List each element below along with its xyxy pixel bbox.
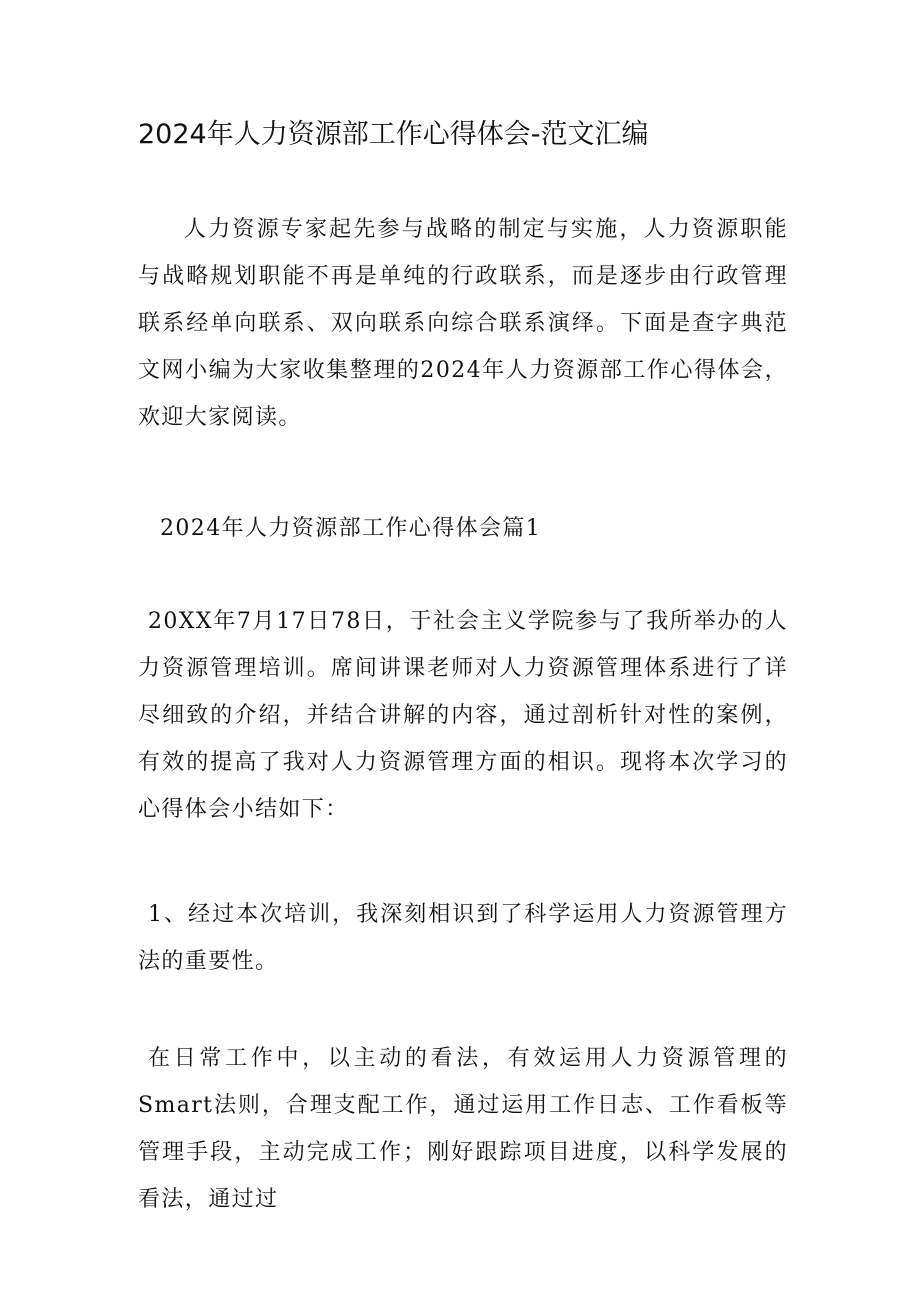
- point-1-paragraph: 1、经过本次培训，我深刻相识到了科学运用人力资源管理方法的重要性。: [138, 902, 788, 974]
- section-heading: 2024年人力资源部工作心得体会篇1: [160, 516, 542, 541]
- body-paragraph-1: 20XX年7月17日78日，于社会主义学院参与了我所举办的人力资源管理培训。席间讲课老师对人力资源管理体系进行了详尽细致的介绍，并结合讲解的内容，通过剖析针对性的案例，有效的提高了我对人力资源管理方面的相识。现将本次学习的心得体会小结如下：: [138, 609, 788, 822]
- body-paragraph-2: 在日常工作中，以主动的看法，有效运用人力资源管理的Smart法则，合理支配工作，通过运用工作日志、工作看板等管理手段，主动完成工作；刚好跟踪项目进度，以科学发展的看法，通过过: [138, 1046, 788, 1212]
- intro-paragraph: 人力资源专家起先参与战略的制定与实施，人力资源职能与战略规划职能不再是单纯的行政联系，而是逐步由行政管理联系经单向联系、双向联系向综合联系演绎。下面是查字典范文网小编为大家收集整理的2024年人力资源部工作心得体会，欢迎大家阅读。: [138, 217, 788, 430]
- document-title: 2024年人力资源部工作心得体会-范文汇编: [138, 119, 649, 150]
